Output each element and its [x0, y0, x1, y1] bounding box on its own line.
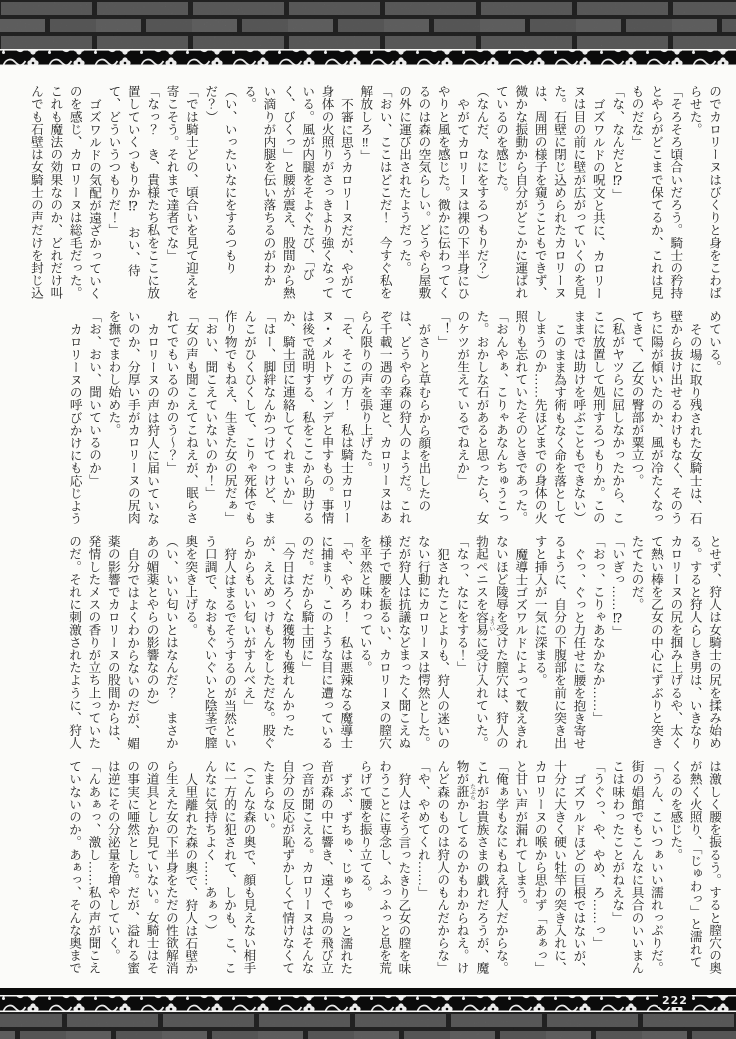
- paragraph: 「なっ？ き、貴様たち私をここに放置していくつもりか⁉ おい、待て、どういうつもりだ！」: [106, 85, 160, 300]
- paragraph: 「や、やめてくれ……」: [415, 760, 430, 899]
- paragraph: 「な、なんだと⁉」: [610, 85, 625, 201]
- paragraph: 「俺ぁ学もなにもねえ狩人だからな。これがお貴族さまの戯れだろうが、魔物が誑 たぶらかしてるのかもわからねえ。けんど森のものは狩人のもんだからな」: [435, 760, 508, 975]
- brick-and-ornament-bottom: [0, 988, 736, 1039]
- paragraph: ずぶ、ずちゅ、じゅちゅっと濡れた音が森の中に響き、遠くで鳥の飛び立つ音が聞こえる。カロリーヌはそんな自分の反応が恥ずかしくて情けなくてたまらない。: [260, 760, 353, 975]
- paragraph: ゴズワルドほどの巨根ではないが、十分に大きく硬い牡竿の突き入れに、カロリーヌの喉から思わず「あぁっ」と甘い声が漏れてしまう。: [513, 760, 586, 975]
- text-block-1: [28, 85, 723, 301]
- paragraph: 人里離れた森の奥で、狩人は石壁から生えた女の下半身をただの性欲解消の道具としか見ていない。女騎士はその事実に唖然とした。だが、溢れる蜜は逆にその分泌量を増やしていく。: [105, 760, 198, 975]
- paragraph: 「今日はろくな獲物も獲れんかったが、ええめっけもんをしただな。股ぐらからもいい匂いがすんべえ」: [241, 535, 295, 750]
- paragraph: 「んあぁっ、激し……私の声が聞こえていないのか。あぁっ、そんな奥まで: [67, 760, 101, 975]
- text-block-4: [44, 760, 723, 976]
- stone-brick-border-top: [0, 0, 736, 66]
- paragraph: カロリーヌの呼びかけにも応じよう: [67, 322, 82, 525]
- paragraph: 「うぐっ、や、やめ、ろ……っ」: [590, 760, 605, 949]
- paragraph: （い、いい匂いとはなんだ？ まさかあの媚薬とやらの影響なのか）: [144, 535, 178, 750]
- paragraph: 「お、おい、聞いているのか」: [87, 310, 101, 487]
- paragraph: 「いぎっ……⁉」: [610, 535, 625, 639]
- paragraph: 「や、やめろ！ 私は悪辣なる魔導士に捕まり、このような目に遭っているのだ。だから騎士団に」: [299, 535, 353, 750]
- page-number: 222: [658, 994, 692, 1007]
- paragraph: （私がヤツらに屈しなかったから、ここに放置して処刑するつもりか。このままでは助けを呼ぶこともできない）: [571, 310, 625, 525]
- paragraph: 「なっ、なにをする！」: [454, 535, 469, 674]
- paragraph: 「うん、こいつぁいい濡れっぷりだ。街の娼館でもこんなに具合のいいまんこは味わったことがねえな」: [610, 760, 663, 975]
- paragraph: 「おっ、こりゃあなかなか……」: [590, 535, 605, 724]
- paragraph: （なんだ、なにをするつもりだ？）: [474, 85, 489, 287]
- paragraph: は激しく腰を振るう。すると膣穴の奥が熱く火照り、「じゅわっ」と濡れてくるのを感じた。: [668, 760, 721, 975]
- paragraph: 「おい、聞こえていないのか！」: [203, 310, 218, 499]
- paragraph: 「では騎士どの、頃合いを見て迎えを寄こそう。それまで達者でな」: [164, 85, 198, 300]
- text-block-2: [44, 310, 723, 526]
- paragraph: 「そろそろ頃合いだろう。騎士の矜持とやらがどこまで保てるか、これは見ものだな」: [629, 85, 683, 300]
- paragraph: （い、いったいなにをするつもりだ？）: [203, 85, 237, 274]
- paragraph: カロリーヌの声は狩人に届いていないのか、分厚い手がカロリーヌの尻肉を撫でまわし始めた。: [106, 310, 160, 525]
- brick-and-ornament-top: [0, 0, 736, 66]
- paragraph: とせず、狩人は女騎士の尻を揉み始める。すると狩人らしき男は、いきなりカロリーヌの尻を掴み上げるや、太くて熱い棒を乙女の中心にずぶりと突きたてたのだ。: [629, 535, 721, 750]
- paragraph: 不審に思うカロリーヌだが、やがて身体の火照りがさっきより強くなっている。風が内腿をそよぐたび、「びく、びくっ」と腰が震え、股間から熱い滴りが内腿を伝い落ちるのがわかる。: [242, 85, 353, 300]
- paragraph: めている。: [707, 310, 721, 373]
- paragraph: のでカロリーヌはびくりと身をこわばらせた。: [687, 85, 721, 300]
- paragraph: 魔導士ゴズワルドによって数えきれないほど陵辱を受けた膣穴は、狩人の勃起ペニスを容易 よういに受け入れていた。: [473, 535, 528, 750]
- paragraph: 「女の声も聞こえてこねえが、眠らされてでもいるのかのう～？」: [164, 310, 198, 525]
- paragraph: 「おい、ここはどこだ！ 今すぐ私を解放しろ‼」: [358, 85, 392, 300]
- paragraph: 自分ではよくわからないのだが、媚薬の影響でカロリーヌの股間からは、発情したメスの香りが立ち上っていたのだ。それに刺激されたように、狩人: [67, 535, 140, 750]
- text-block-3: [44, 535, 723, 751]
- paragraph: 「そ、そこの方！ 私は騎士カロリーヌ・メルトヴィンデと申すもの。事情は後で説明する、私をここから助けるか、騎士団に連絡してくれまいか」: [280, 310, 353, 525]
- stone-brick-border-bottom: [0, 988, 736, 1039]
- paragraph: 「はー、脚絆なんかつけてっけど、まんこがひくひくして、こりゃ死体でも作り物でもねえ、生きた女の尻だぁ」: [222, 310, 276, 525]
- paragraph: がさりと草むらから顔を出したのは、どうやら森の狩人のようだ。これぞ千載一遇の幸運と、カロリーヌはあらん限りの声を張り上げた。: [358, 310, 431, 525]
- paragraph: このまま為す術もなく命を落としてしまうのか……先ほどまでの身体の火照りも忘れていたそのときであった。: [513, 310, 566, 525]
- paragraph: 「！」: [435, 310, 450, 348]
- paragraph: 狩人はまるでそうするのが当然という口調で、なおもぐいぐいと陰茎で膣奥を突き上げる。: [183, 535, 236, 750]
- paragraph: 狩人はそう言ったきり乙女の膣を味わうことに専念し、ふっふっと息を荒らげて腰を振り立てる。: [357, 760, 411, 975]
- paragraph: 「おんやぁ、こりゃあなんちゅうこった。おかしな石があると思ったら、女のケツが生えているでねえか」: [455, 310, 508, 525]
- paragraph: その場に取り残された女騎士は、石壁から抜け出せるわけもなく、そのうちに陽が傾いたのか、風が冷たくなってきて、乙女の臀部が粟立つ。: [629, 310, 702, 525]
- paragraph: （こんな森の奥で、顔も見えない相手に一方的に犯されて、しかも、こ、こんなに気持ちよく……あぁっ）: [202, 760, 256, 975]
- paragraph: ぐっ、ぐっと力任せに腰を抱き寄せるように、自分の下腹部を前に突き出すと挿入が一気に深まる。: [532, 535, 586, 750]
- paragraph: ゴズワルドの呪文と共に、カロリーヌは目の前に壁が広がっていくのを見た。石壁に閉じ込められたカロリーヌは、周囲の様子を窺うこともできず、微かな振動から自分がどこかに運ばれているのを感じた。: [493, 85, 605, 300]
- paragraph: ゴズワルドの気配が遠ざかっていくのを感じ、カロリーヌは総毛だった。これも魔法の効果なのか、どれだけ叫んでも石壁は女騎士の声だけを封じ込: [28, 85, 101, 300]
- paragraph: 犯されたことよりも、狩人の迷いのない行動にカロリーヌは愕然とした。だが狩人は抗議などまったく聞こえぬ様子で腰を振るい、カロリーヌの膣穴を平然と味わっている。: [357, 535, 450, 750]
- paragraph: やがてカロリーヌは裸の下半身にひやりと風を感じた。微かに伝わってくるのは森の空気らしい。どうやら屋敷の外に運び出されたようだった。: [397, 85, 470, 300]
